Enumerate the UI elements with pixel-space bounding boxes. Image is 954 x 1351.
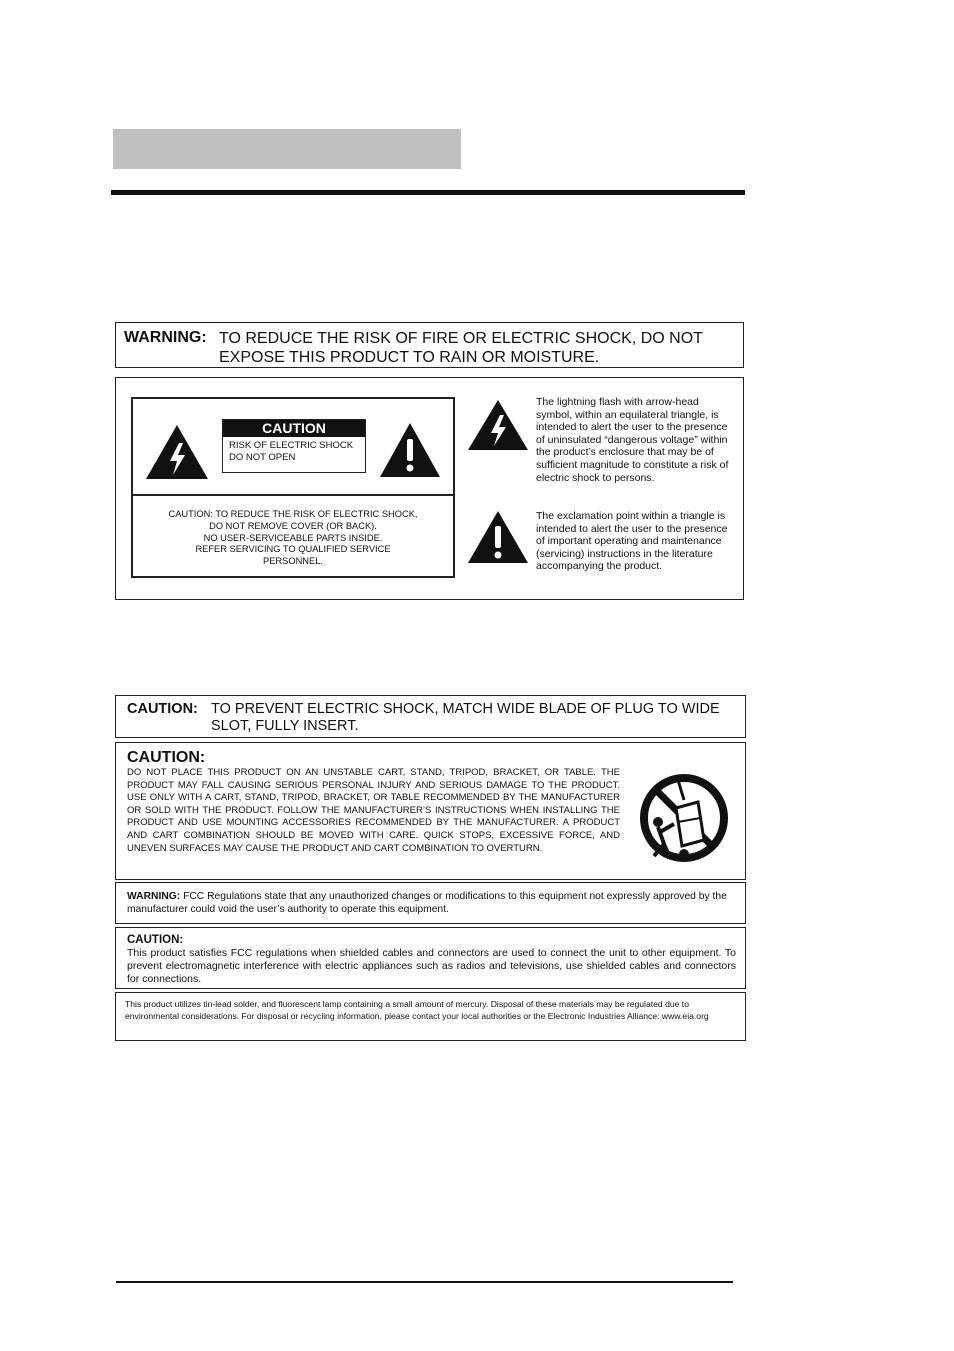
exclamation-triangle-icon — [468, 511, 528, 563]
caution-text: TO PREVENT ELECTRIC SHOCK, MATCH WIDE BLADE OF PLUG TO WIDE SLOT, FULLY INSERT. — [211, 701, 720, 734]
fcc-warning-body: FCC Regulations state that any unauthorized changes or modifications to this equipment not expressly approved by the manufacturer could void the user’s authority to operate this equipment. — [127, 891, 727, 915]
inner-caution-line: DO NOT REMOVE COVER (OR BACK). — [209, 520, 377, 531]
bottom-rule — [116, 1281, 733, 1283]
cart-caution-heading: CAUTION: — [127, 749, 206, 766]
fcc-warning-text — [127, 890, 737, 916]
caution-label-graphic — [131, 397, 455, 578]
inner-caution-line: REFER SERVICING TO QUALIFIED SERVICE — [195, 544, 391, 555]
inner-caution-text — [137, 509, 449, 568]
caution-heading: CAUTION — [223, 420, 365, 437]
shielded-caution-heading: CAUTION: — [127, 934, 184, 946]
plug-caution — [115, 695, 746, 738]
inner-caution-line: CAUTION: TO REDUCE THE RISK OF ELECTRIC SHOCK, — [168, 509, 418, 519]
cart-caution — [115, 742, 746, 880]
inner-caution-line: PERSONNEL. — [263, 556, 323, 567]
label-divider — [133, 494, 453, 496]
fcc-warning — [115, 882, 746, 924]
warning-label: WARNING: — [124, 329, 207, 346]
caution-line-2: DO NOT OPEN — [229, 452, 296, 463]
cart-caution-text: DO NOT PLACE THIS PRODUCT ON AN UNSTABLE CART, STAND, TRIPOD, BRACKET, OR TABLE. THE PRODUCT MAY FALL CAUSING SERIOUS PERSONAL INJURY AND SERIOUS DAMAGE TO THE PRODUCT. USE ONLY WITH A CART, STAND, TRIPOD, BRACKET, OR TABLE RECOMMENDED BY THE MANUFACTURER OR SOLD WITH THE PRODUCT. FOLLOW THE MANUFACTURER’S INSTRUCTIONS WHEN INSTALLING THE PRODUCT AND USE MOUNTING ACCESSORIES RECOMMENDED BY THE MANUFACTURER. A PRODUCT AND CART COMBINATION SHOULD BE MOVED WITH CARE. QUICK STOPS, EXCESSIVE FORCE, AND UNEVEN SURFACES MAY CAUSE THE PRODUCT AND CART COMBINATION TO OVERTURN. — [127, 767, 620, 854]
warning-text: TO REDUCE THE RISK OF FIRE OR ELECTRIC SHOCK, DO NOT EXPOSE THIS PRODUCT TO RAIN OR MOISTURE. — [219, 330, 703, 366]
disposal-notice-text: This product utilizes tin-lead solder, and fluorescent lamp containing a small amount of mercury. Disposal of these materials may be regulated due to environmental considerations. For disposal or recycling information, please contact your local authorities or the Electronic Industries Alliance: www.eia.org — [125, 999, 709, 1021]
caution-line-1: RISK OF ELECTRIC SHOCK — [229, 440, 354, 451]
shielded-cable-caution — [115, 927, 746, 989]
disposal-notice — [115, 992, 746, 1041]
top-rule — [111, 190, 745, 195]
section-title-bar — [113, 129, 461, 169]
rain-moisture-warning — [115, 322, 744, 368]
caution-label — [222, 419, 366, 473]
shielded-caution-text: This product satisfies FCC regulations when shielded cables and connectors are used to connect the unit to other equipment. To prevent electromagnetic interference with electric appliances such as radios and televisions, use shielded cables and connectors for connections. — [127, 947, 736, 985]
caution-label: CAUTION: — [127, 701, 198, 717]
fcc-warning-label: WARNING: — [127, 891, 181, 902]
exclamation-triangle-icon — [380, 423, 440, 477]
exclamation-description: The exclamation point within a triangle is intended to alert the user to the presence of important operating and maintenance (servicing) instructions in the literature accompanying the product. — [536, 510, 728, 573]
lightning-triangle-icon — [146, 425, 208, 479]
lightning-triangle-icon — [468, 400, 528, 450]
safety-symbols-panel — [115, 377, 744, 600]
lightning-description: The lightning flash with arrow-head symbol, within an equilateral triangle, is intended to alert the user to the presence of uninsulated “dangerous voltage” within the product’s enclosure that may be of sufficient magnitude to constitute a risk of electric shock to persons. — [536, 396, 729, 484]
inner-caution-line: NO USER-SERVICEABLE PARTS INSIDE. — [203, 532, 383, 543]
cart-tip-over-icon — [638, 770, 730, 870]
